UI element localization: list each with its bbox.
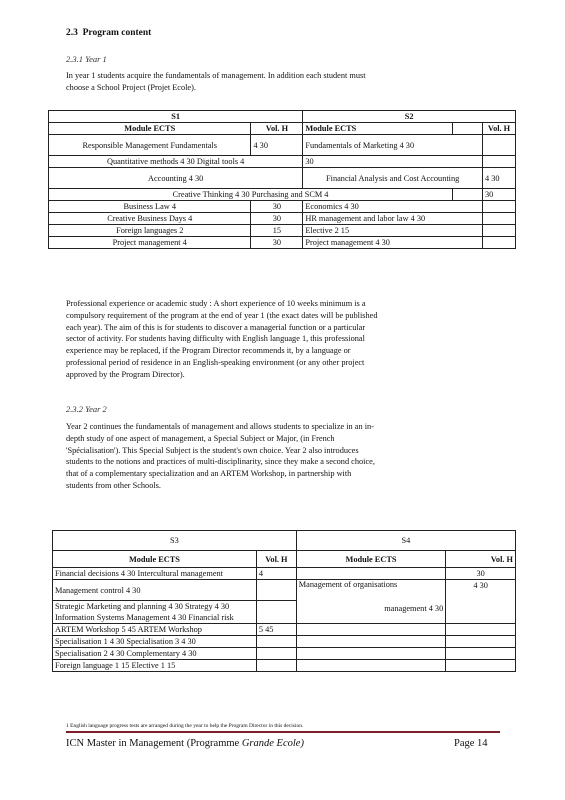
cell: ARTEM Workshop 5 45 ARTEM Workshop <box>53 624 257 636</box>
empty-cell <box>482 225 515 237</box>
para-line: Professional experience or academic study : A short experience of 10 weeks minimum is a <box>66 299 366 308</box>
empty-cell <box>296 636 445 648</box>
section-title: Program content <box>82 28 152 38</box>
empty-cell <box>482 213 515 225</box>
semester-s4: S4 <box>296 531 515 551</box>
table-row <box>49 156 516 168</box>
cell: 30 <box>251 237 303 249</box>
para-line: students to the notions and practices of multi-disciplinarity, since they make a second choice, <box>66 457 375 467</box>
cell: 15 <box>251 225 303 237</box>
empty-cell <box>296 648 445 660</box>
col-module-ects: Module ECTS <box>49 123 251 135</box>
cell <box>482 156 515 168</box>
cell: Fundamentals of Marketing 4 30 <box>303 135 483 156</box>
cell: Financial decisions 4 30 Intercultural management <box>53 568 257 580</box>
table-row <box>53 660 516 672</box>
semester-s3: S3 <box>53 531 297 551</box>
cell: Management control 4 30 <box>53 580 257 601</box>
year1-table <box>48 110 516 249</box>
table-row <box>49 225 516 237</box>
cell: Elective 2 15 <box>303 225 483 237</box>
para-line: students from other Schools. <box>66 480 161 490</box>
para-line: 'Spécialisation'). This Special Subject is the student's own choice. Year 2 also introduces <box>66 445 359 455</box>
cell: Project management 4 30 <box>303 237 483 249</box>
para-line: that of a complementary specialization and an ARTEM Workshop, in partnership with <box>66 469 352 479</box>
cell: Strategic Marketing and planning 4 30 Strategy 4 30 <box>53 601 257 613</box>
professional-experience-paragraph <box>66 298 500 381</box>
table-row <box>49 189 516 201</box>
section-number: 2.3 <box>66 28 78 38</box>
cell: 4 30 <box>251 135 303 156</box>
cell: Economics 4 30 <box>303 201 483 213</box>
table-row <box>53 648 516 660</box>
table-row <box>53 568 516 580</box>
empty-cell <box>256 601 296 613</box>
cell-text: Management of organisations <box>298 580 398 589</box>
table-row <box>49 135 516 156</box>
col-vol-h: Vol. H <box>446 551 516 568</box>
para-line: each year). The aim of this is for students to discover a managerial function or a particular <box>66 322 366 332</box>
footer-document-title <box>66 738 304 749</box>
empty-cell <box>296 660 445 672</box>
para-line: approved by the Program Director). <box>66 369 185 379</box>
year1-intro-line: In year 1 students acquire the fundamentals of management. In addition each student must <box>66 71 366 80</box>
col-module-ects: Module ECTS <box>53 551 257 568</box>
footer-title-text: ICN Master in Management (Programme <box>66 738 240 749</box>
cell: Creative Business Days 4 <box>49 213 251 225</box>
empty-cell <box>256 580 296 601</box>
year1-subtitle: 2.3.1 Year 1 <box>66 54 107 64</box>
cell-text: management 4 30 <box>384 604 444 613</box>
table-subheader-row <box>53 551 516 568</box>
page-number: Page 14 <box>454 738 488 749</box>
col-vol-h: Vol. H <box>256 551 296 568</box>
cell: Creative Thinking 4 30 Purchasing and SCM 4 <box>49 189 453 201</box>
cell: 30 <box>303 156 483 168</box>
cell: 30 <box>251 213 303 225</box>
col-vol-h: Vol. H <box>251 123 303 135</box>
cell: Foreign language 1 15 Elective 1 15 <box>53 660 257 672</box>
cell: Financial Analysis and Cost Accounting <box>303 168 483 189</box>
cell: Specialisation 2 4 30 Complementary 4 30 <box>53 648 257 660</box>
table-subheader-row <box>49 123 516 135</box>
cell: 4 30 <box>482 168 515 189</box>
table-row <box>53 580 516 601</box>
table-row <box>53 636 516 648</box>
footer-divider <box>66 731 500 733</box>
cell: 30 <box>482 189 515 201</box>
empty-cell <box>453 189 483 201</box>
empty-cell <box>446 648 516 660</box>
empty-cell <box>446 624 516 636</box>
para-line: compulsory requirement of the program at the end of year 1 (the exact dates will be published <box>66 310 378 320</box>
col-module-ects: Module ECTS <box>303 123 453 135</box>
para-line: professional period of residence in an English-speaking environment (or any other project <box>66 357 365 367</box>
empty-cell <box>256 648 296 660</box>
table-header-row <box>49 111 516 123</box>
table-row <box>49 168 516 189</box>
cell: Quantitative methods 4 30 Digital tools 4 <box>49 156 303 168</box>
para-line: depth study of one aspect of management, a Special Subject or Major, (in French <box>66 433 335 443</box>
table-header-row <box>53 531 516 551</box>
year2-paragraph <box>66 421 500 492</box>
year2-subtitle: 2.3.2 Year 2 <box>66 404 107 414</box>
empty-cell <box>256 636 296 648</box>
year2-table <box>52 530 516 672</box>
cell: 5 45 <box>256 624 296 636</box>
cell <box>296 580 445 624</box>
section-heading <box>66 28 151 38</box>
empty-cell <box>446 660 516 672</box>
table-row <box>53 624 516 636</box>
year1-intro <box>66 70 500 94</box>
empty-cell <box>256 612 296 624</box>
col-module-ects: Module ECTS <box>296 551 445 568</box>
cell: 4 <box>256 568 296 580</box>
cell: Foreign languages 2 <box>49 225 251 237</box>
footnote: 1 English language progress tests are arranged during the year to help the Program Director in this decision. <box>66 723 304 729</box>
year1-intro-line: choose a School Project (Projet Ecole). <box>66 82 196 92</box>
semester-s2: S2 <box>303 111 516 123</box>
col-vol-h: Vol. H <box>482 123 515 135</box>
cell: HR management and labor law 4 30 <box>303 213 483 225</box>
semester-s1: S1 <box>49 111 303 123</box>
empty-cell <box>296 624 445 636</box>
cell: Accounting 4 30 <box>49 168 303 189</box>
cell: Project management 4 <box>49 237 251 249</box>
footer-title-italic: Grande Ecole) <box>241 738 304 749</box>
empty-cell <box>446 636 516 648</box>
para-line: experience may be replaced, if the Program Director recommends it, by a language or <box>66 346 351 356</box>
empty-cell <box>296 568 445 580</box>
empty-cell <box>453 123 483 135</box>
cell: Specialisation 1 4 30 Specialisation 3 4 30 <box>53 636 257 648</box>
para-line: sector of activity. For students having difficulty with English language 1, this professional <box>66 334 365 344</box>
cell: Responsible Management Fundamentals <box>49 135 251 156</box>
cell: 4 30 <box>446 580 516 624</box>
cell: Information Systems Management 4 30 Financial risk <box>53 612 257 624</box>
empty-cell <box>482 237 515 249</box>
empty-cell <box>256 660 296 672</box>
cell <box>482 135 515 156</box>
cell: Business Law 4 <box>49 201 251 213</box>
para-line: Year 2 continues the fundamentals of management and allows students to specialize in an in- <box>66 422 374 431</box>
cell: 30 <box>446 568 516 580</box>
table-row <box>49 237 516 249</box>
table-row <box>49 213 516 225</box>
table-row <box>49 201 516 213</box>
empty-cell <box>482 201 515 213</box>
cell: 30 <box>251 201 303 213</box>
